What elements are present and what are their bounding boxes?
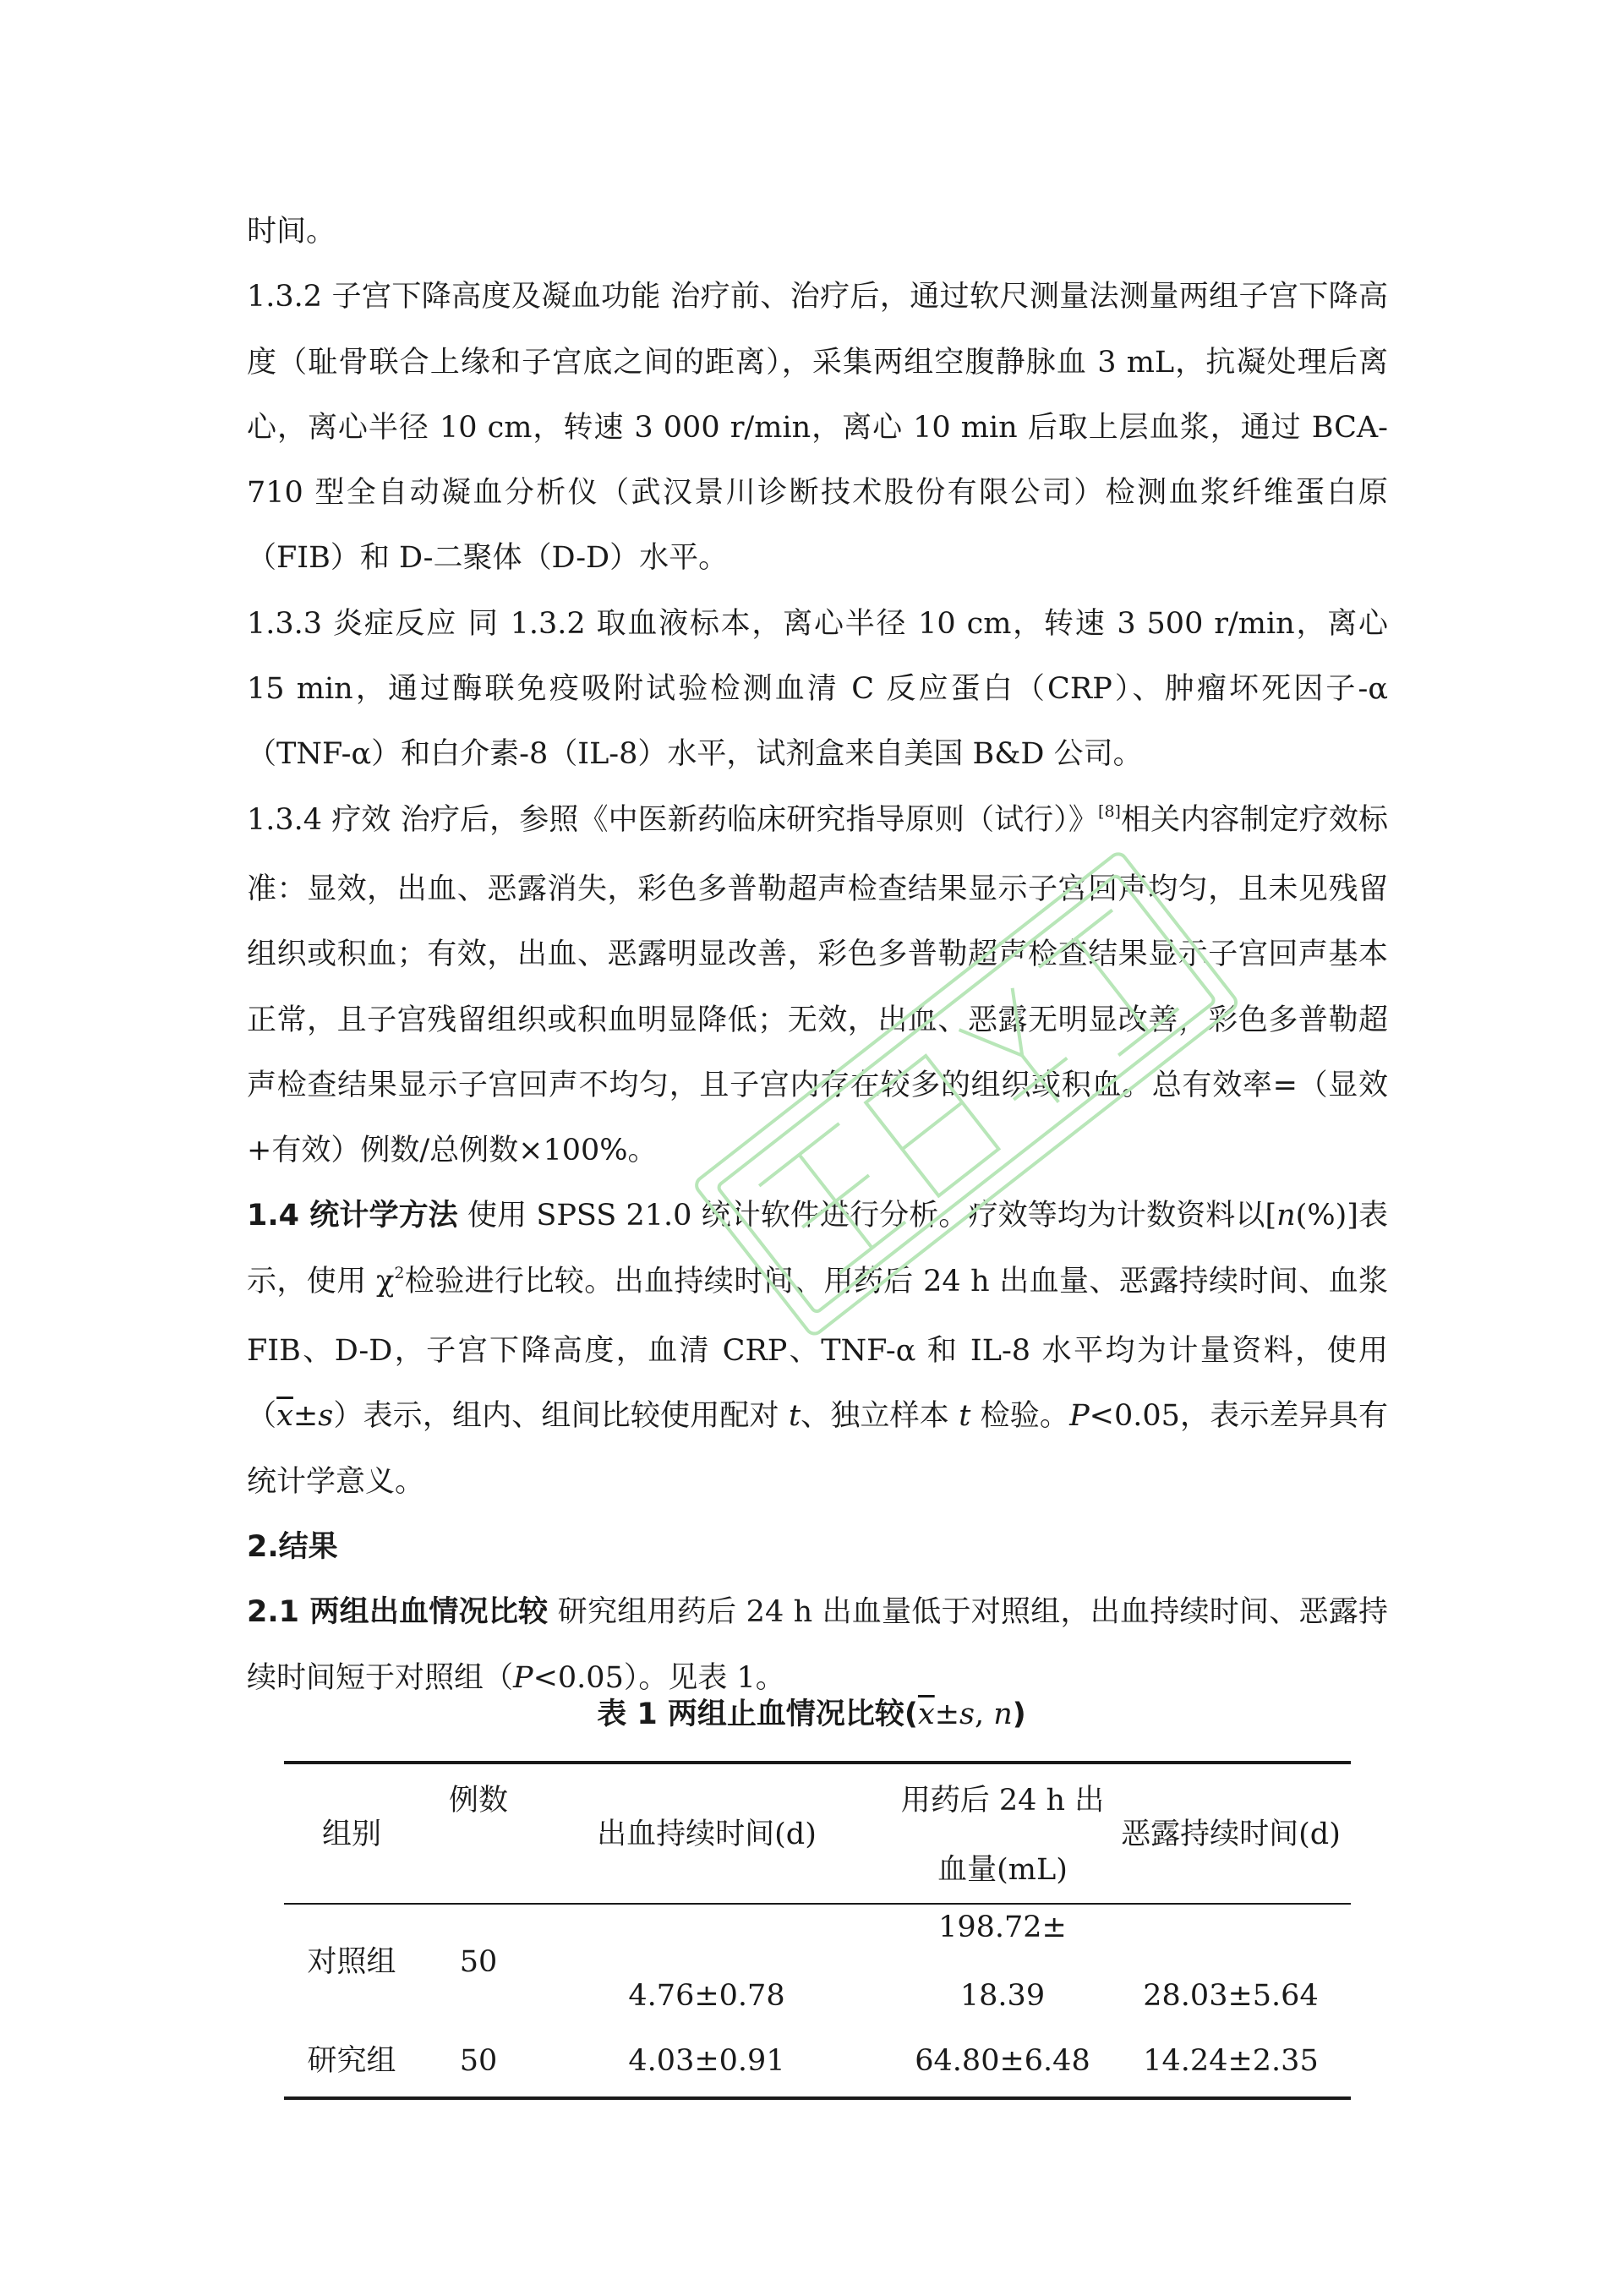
cell-group: 研究组 <box>307 2044 396 2078</box>
table-top-rule <box>284 1761 1351 1764</box>
header-lochia-duration: 恶露持续时间(d) <box>1121 1818 1341 1851</box>
cell-bleed-volume: 64.80±6.48 <box>915 2044 1090 2078</box>
cell-bleed-volume-line2: 18.39 <box>959 1979 1046 2013</box>
data-table <box>284 1761 1351 2099</box>
header-bleed-volume-line1: 用药后 24 h 出 <box>900 1784 1105 1818</box>
table-header-rule <box>284 1903 1351 1905</box>
cell-bleed-duration: 4.76±0.78 <box>628 1979 785 2013</box>
cell-lochia-duration: 28.03±5.64 <box>1143 1979 1319 2013</box>
header-group: 组别 <box>321 1818 381 1851</box>
reference-marker[interactable]: [8] <box>1098 801 1121 821</box>
paragraph-1-3-3: 1.3.3 炎症反应 同 1.3.2 取血液标本，离心半径 10 cm，转速 3 500 r/min，离心 15 min，通过酶联免疫吸附试验检测血清 C 反应蛋白（CRP）、肿瘤坏死因子-α（TNF-α）和白介素-8（IL-8）水平，试剂盒来自美国 B&D 公司。 <box>247 606 1388 772</box>
body-text <box>247 200 1388 1711</box>
section-heading-2-1: 2.1 两组出血情况比较 <box>247 1595 549 1630</box>
paragraph-continuation: 时间。 <box>247 215 336 249</box>
cell-count: 50 <box>459 2044 498 2078</box>
section-heading-2: 2.结果 <box>247 1529 338 1564</box>
paragraph-1-3-4: 1.3.4 疗效 治疗后，参照《中医新药临床研究指导原则（试行）》[8]相关内容制定疗效标准：显效，出血、恶露消失，彩色多普勒超声检查结果显示子宫回声均匀，且未见残留组织或积血；有效，出血、恶露明显改善，彩色多普勒超声检查结果显示子宫回声基本正常，且子宫残留组织或积血明显降低；无效，出血、恶露无明显改善，彩色多普勒超声检查结果显示子宫回声不均匀，且子宫内存在较多的组织或积血。总有效率=（显效+有效）例数/总例数×100%。 <box>247 801 1388 1168</box>
paragraph-2-1: 2.1 两组出血情况比较 研究组用药后 24 h 出血量低于对照组，出血持续时间、恶露持续时间短于对照组（P<0.05）。见表 1。 <box>247 1595 1388 1695</box>
header-bleed-volume-line2: 血量(mL) <box>937 1853 1068 1887</box>
header-count: 例数 <box>448 1784 508 1818</box>
cell-lochia-duration: 14.24±2.35 <box>1143 2044 1319 2078</box>
section-heading-1-4: 1.4 统计学方法 <box>247 1199 458 1233</box>
table-caption: 表 1 两组止血情况比较($\overline{x}\pm s$, n) <box>597 1697 1026 1731</box>
paragraph-1-4: 1.4 统计学方法 使用 SPSS 21.0 统计软件进行分析。疗效等均为计数资料以[n(%)]表示，使用 $\chi^2$检验进行比较。出血持续时间、用药后 24 h 出血量、恶露持续时间、血浆 FIB、D-D，子宫下降高度，血清 CRP、TNF-α 和 IL-8 水平均为计量资料，使用$(\overline{x}\pm s)$表示，组内、组间比较使用配对 t、独立样本 t 检验。P<0.05，表示差异具有统计学意义。 <box>247 1199 1388 1499</box>
header-bleed-duration: 出血持续时间(d) <box>597 1818 817 1851</box>
paragraph-1-3-2: 1.3.2 子宫下降高度及凝血功能 治疗前、治疗后，通过软尺测量法测量两组子宫下降高度（耻骨联合上缘和子宫底之间的距离），采集两组空腹静脉血 3 mL，抗凝处理后离心，离心半径 10 cm，转速 3 000 r/min，离心 10 min 后取上层血浆，通过 BCA-710 型全自动凝血分析仪（武汉景川诊断技术股份有限公司）检测血浆纤维蛋白原（FIB）和 D-二聚体（D-D）水平。 <box>247 280 1388 576</box>
cell-bleed-volume-line1: 198.72± <box>938 1911 1067 1944</box>
cell-count: 50 <box>459 1945 498 1979</box>
cell-group: 对照组 <box>307 1945 396 1979</box>
cell-bleed-duration: 4.03±0.91 <box>628 2044 785 2078</box>
table-bottom-rule <box>284 2096 1351 2100</box>
